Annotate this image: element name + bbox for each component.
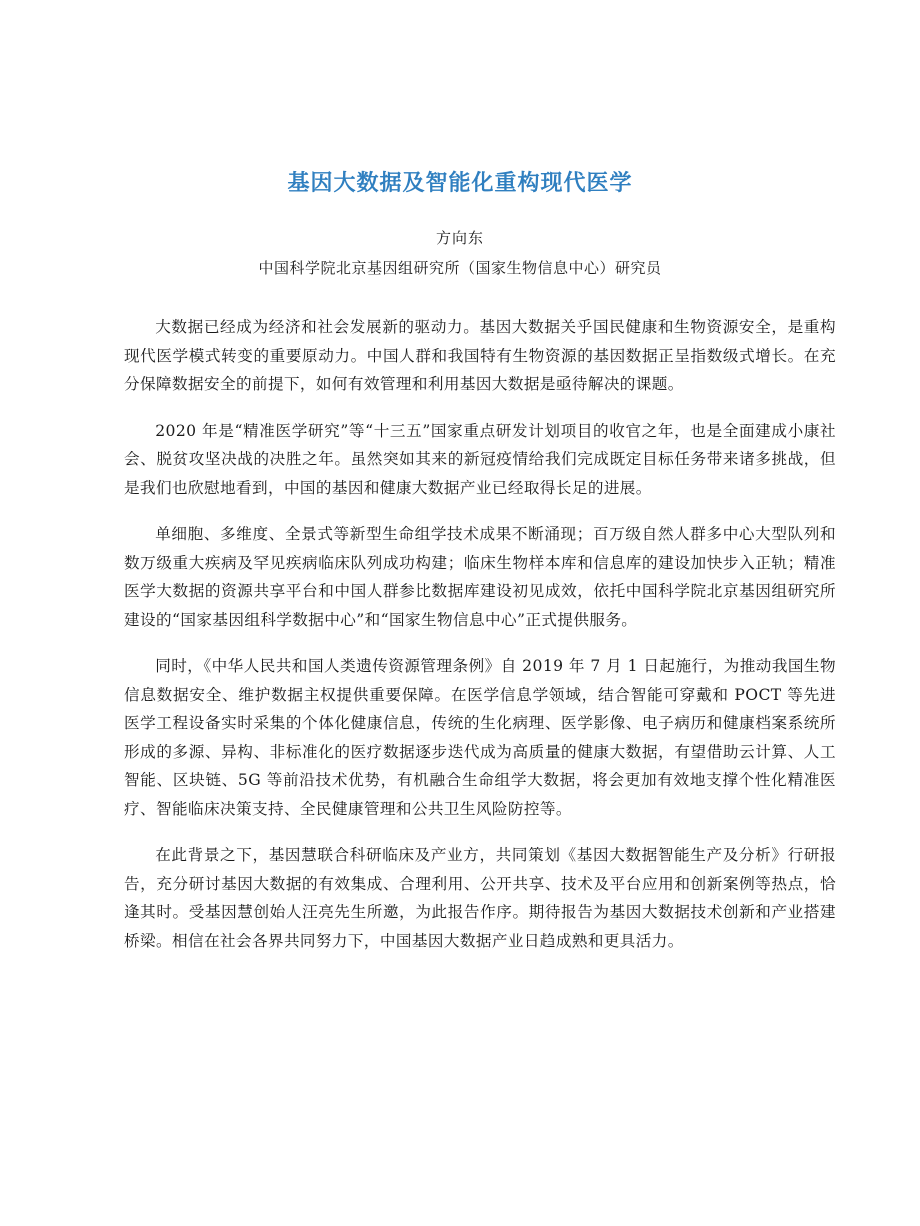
paragraph-1: 大数据已经成为经济和社会发展新的驱动力。基因大数据关乎国民健康和生物资源安全，是重构现代医学模式转变的重要原动力。中国人群和我国特有生物资源的基因数据正呈指数级式增长。在充分保障数据安全的前提下，如何有效管理和利用基因大数据是亟待解决的课题。 (124, 318, 836, 393)
paragraph-2: 2020 年是“精准医学研究”等“十三五”国家重点研发计划项目的收官之年，也是全面建成小康社会、脱贫攻坚决战的决胜之年。虽然突如其来的新冠疫情给我们完成既定目标任务带来诸多挑战，但是我们也欣慰地看到，中国的基因和健康大数据产业已经取得长足的进展。 (124, 421, 836, 497)
body-text (124, 313, 836, 973)
paragraph-4: 同时，《中华人民共和国人类遗传资源管理条例》自 2019 年 7 月 1 日起施行，为推动我国生物信息数据安全、维护数据主权提供重要保障。在医学信息学领域，结合智能可穿戴和 POCT 等先进医学工程设备实时采集的个体化健康信息，传统的生化病理、医学影像、电子病历和健康档案系统所形成的多源、异构、非标准化的医疗数据逐步迭代成为高质量的健康大数据，有望借助云计算、人工智能、区块链、5G 等前沿技术优势，有机融合生命组学大数据，将会更加有效地支撑个性化精准医疗、智能临床决策支持、全民健康管理和公共卫生风险防控等。 (124, 657, 836, 818)
author-affiliation: 中国科学院北京基因组研究所（国家生物信息中心）研究员 (258, 259, 662, 277)
paragraph-5: 在此背景之下，基因慧联合科研临床及产业方，共同策划《基因大数据智能生产及分析》行研报告，充分研讨基因大数据的有效集成、合理利用、公开共享、技术及平台应用和创新案例等热点，恰逢其时。受基因慧创始人汪亮先生所邀，为此报告作序。期待报告为基因大数据技术创新和产业搭建桥梁。相信在社会各界共同努力下，中国基因大数据产业日趋成熟和更具活力。 (124, 846, 836, 950)
document-title: 基因大数据及智能化重构现代医学 (287, 171, 633, 196)
paragraph-3: 单细胞、多维度、全景式等新型生命组学技术成果不断涌现；百万级自然人群多中心大型队列和数万级重大疾病及罕见疾病临床队列成功构建；临床生物样本库和信息库的建设加快步入正轨；精准医学大数据的资源共享平台和中国人群参比数据库建设初见成效，依托中国科学院北京基因组研究所建设的“国家基因组科学数据中心”和“国家生物信息中心”正式提供服务。 (124, 525, 836, 629)
author-name: 方向东 (435, 229, 484, 247)
